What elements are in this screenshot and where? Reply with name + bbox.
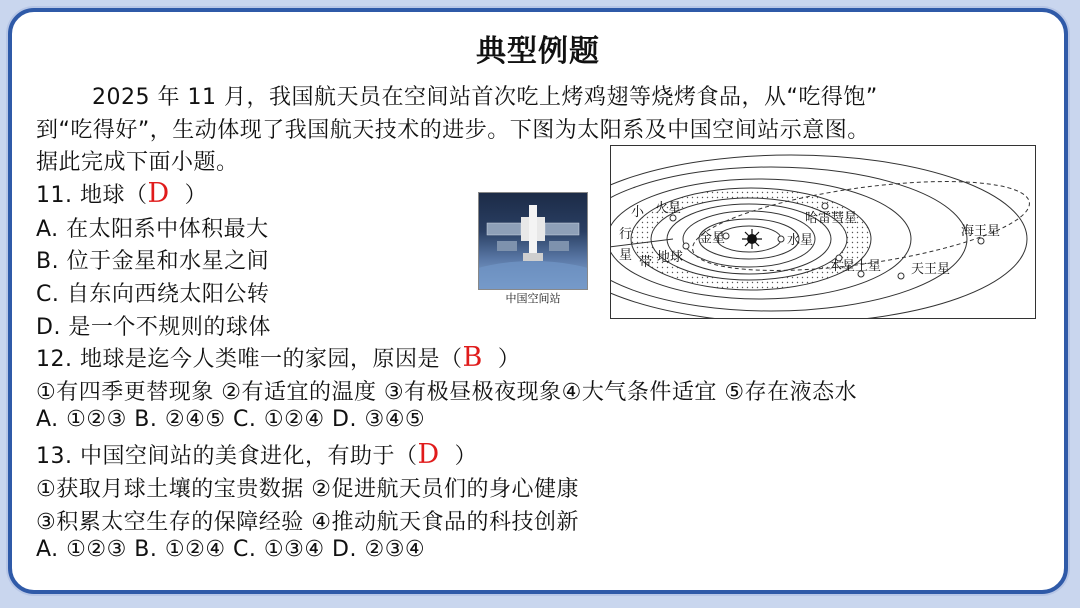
question-11-close: ） bbox=[169, 183, 208, 208]
question-11-option-b: B. 位于金星和水星之间 bbox=[36, 249, 270, 274]
question-13-items-1: ①获取月球土壤的宝贵数据 ②促进航天员们的身心健康 bbox=[36, 477, 579, 502]
question-13 bbox=[36, 439, 477, 470]
passage-line-3: 据此完成下面小题。 bbox=[36, 150, 239, 175]
question-12 bbox=[36, 342, 520, 373]
question-13-choices: A. ①②③ B. ①②④ C. ①③④ D. ②③④ bbox=[36, 537, 426, 562]
uranus-label: 天王星 bbox=[911, 262, 951, 277]
passage-line-2: 到“吃得好”，生动体现了我国航天技术的进步。下图为太阳系及中国空间站示意图。 bbox=[36, 118, 870, 143]
space-station-illustration bbox=[479, 193, 587, 289]
space-station-caption: 中国空间站 bbox=[505, 292, 561, 305]
question-12-stem: 12. 地球是迄今人类唯一的家园，原因是（ bbox=[36, 347, 463, 372]
question-12-close: ） bbox=[482, 347, 521, 372]
mercury-label: 水星 bbox=[787, 233, 814, 248]
sun-icon bbox=[742, 229, 762, 249]
asteroid-label-2: 行 bbox=[619, 227, 633, 242]
neptune-label: 海王星 bbox=[961, 224, 1001, 239]
question-11-option-c: C. 自东向西绕太阳公转 bbox=[36, 282, 270, 307]
passage-line-1: 2025 年 11 月，我国航天员在空间站首次吃上烤鸡翅等烧烤食品，从“吃得饱” bbox=[92, 85, 878, 110]
jupiter-label: 木星 bbox=[829, 259, 856, 274]
question-11-option-d: D. 是一个不规则的球体 bbox=[36, 315, 271, 340]
question-11-stem: 11. 地球（ bbox=[36, 183, 148, 208]
earth-label: 地球 bbox=[657, 250, 684, 265]
halley-dot bbox=[822, 203, 828, 209]
question-12-items: ①有四季更替现象 ②有适宜的温度 ③有极昼极夜现象④大气条件适宜 ⑤存在液态水 bbox=[36, 380, 858, 405]
mercury-dot bbox=[778, 236, 784, 242]
earth-dot bbox=[683, 243, 689, 249]
question-13-items-2: ③积累太空生存的保障经验 ④推动航天食品的科技创新 bbox=[36, 510, 579, 535]
halley-label: 哈雷彗星 bbox=[805, 211, 858, 226]
question-12-choices: A. ①②③ B. ②④⑤ C. ①②④ D. ③④⑤ bbox=[36, 407, 426, 432]
page-title: 典型例题 bbox=[476, 34, 600, 69]
question-12-answer: B bbox=[462, 342, 483, 373]
question-13-answer: D bbox=[417, 439, 440, 470]
solar-system-svg bbox=[611, 146, 1035, 318]
mars-label: 火星 bbox=[655, 201, 682, 216]
saturn-label: 土星 bbox=[855, 259, 882, 274]
asteroid-label-1: 小 bbox=[631, 205, 645, 220]
uranus-dot bbox=[898, 273, 904, 279]
question-13-close: ） bbox=[439, 444, 478, 469]
question-11-option-a: A. 在太阳系中体积最大 bbox=[36, 217, 269, 242]
venus-label: 金星 bbox=[699, 231, 726, 246]
space-station-photo bbox=[478, 192, 588, 290]
solar-system-diagram bbox=[610, 145, 1036, 319]
question-13-stem: 13. 中国空间站的美食进化，有助于（ bbox=[36, 444, 418, 469]
question-11-answer: D bbox=[147, 178, 170, 209]
question-11 bbox=[36, 178, 207, 209]
asteroid-label-4: 带 bbox=[639, 255, 653, 270]
asteroid-label-3: 星 bbox=[619, 248, 633, 263]
